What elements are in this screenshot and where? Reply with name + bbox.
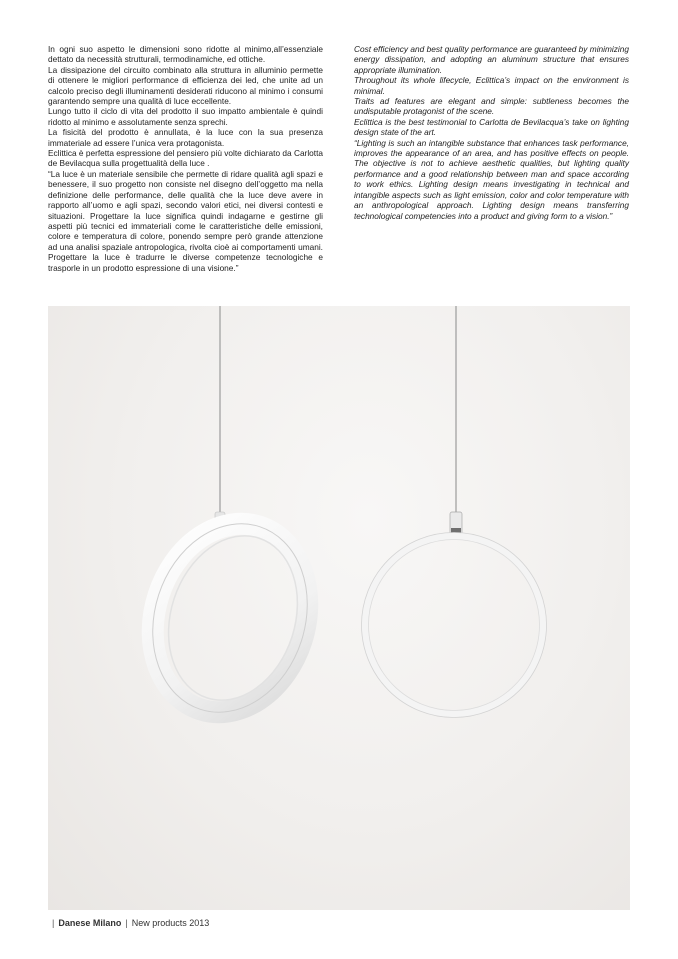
page-footer <box>48 918 209 928</box>
footer-separator: | <box>52 918 55 928</box>
pendant-lamps-illustration <box>48 306 630 910</box>
footer-brand: Danese Milano <box>58 918 122 928</box>
italian-paragraph: La dissipazione del circuito combinato alla struttura in alluminio permette di ottenere le migliori performance di efficienza dei led, che unite ad un calcolo preciso degli illuminamenti desiderati riducono al minimo i consumi garantendo sempre una qualità di luce eccellente. <box>48 64 323 107</box>
italian-paragraph: Eclittica è perfetta espressione del pensiero più volte dichiarato da Carlotta de Bevilacqua sulla progettualità della luce . <box>48 148 323 169</box>
italian-paragraph: La fisicità del prodotto è annullata, è la luce con la sua presenza immateriale ad essere l’unica vera protagonista. <box>48 127 323 148</box>
italian-text-column <box>48 44 323 273</box>
english-paragraph: Throughout its whole lifecycle, Eclittica’s impact on the environment is minimal. <box>354 75 629 96</box>
english-text-column <box>354 44 629 221</box>
right-ring-inner-edge <box>369 540 540 711</box>
footer-label: New products 2013 <box>131 918 210 928</box>
english-paragraph: Eclittica is the best testimonial to Carlotta de Bevilacqua’s take on lighting design state of the art. <box>354 116 629 138</box>
italian-paragraph: In ogni suo aspetto le dimensioni sono ridotte al minimo,all’essenziale dettato da necessità strutturali, termodinamiche, ed ottiche. <box>48 44 323 65</box>
left-pendant-lamp <box>129 306 331 732</box>
footer-separator: | <box>125 918 128 928</box>
english-paragraph: Cost efficiency and best quality performance are guaranteed by minimizing energy dissipation, and adopting an aluminum structure that ensures appropriate illumination. <box>354 44 629 75</box>
english-paragraph: “Lighting is such an intangible substance that enhances task performance, improves the appearance of an area, and has positive effects on people. The objective is not to achieve aesthetic qualities, but lighting quality performance and a good relationship between man and space according to work ethics. Lighting design means investigating in technical and intangible aspects such as light emission, color and color temperature with an anthropological approach. Lighting design means transferring technological competencies into a product and giving form to a vision.” <box>354 137 629 221</box>
english-paragraph: Traits ad features are elegant and simple: subtleness becomes the undisputable protagonist of the scene. <box>354 96 629 117</box>
right-ring-body <box>365 536 543 714</box>
italian-paragraph: Lungo tutto il ciclo di vita del prodotto il suo impatto ambientale è quindi ridotto al minimo e assolutamente senza sprechi. <box>48 106 323 127</box>
italian-paragraph: “La luce è un materiale sensibile che permette di ridare qualità agli spazi e benessere, il suo progetto non consiste nel disegno dell’oggetto ma nella definizione delle performance, delle qualità che la luce deve avere in rapporto all’uomo e agli spazi, secondo valori etici, nei diversi contesti e situazioni. Progettare la luce significa quindi indagarne e gestirne gli aspetti più tecnici ed immateriali come le caratteristiche delle emissioni, colore e temperatura di colore, ponendo sempre però grande attenzione ad una analisi spaziale antropologica, rivolta cioè ai comportamenti umani. Progettare la luce è tradurre le diverse competenze tecnologiche e trasporle in un prodotto espressione di una visione.” <box>48 168 323 273</box>
right-pendant-lamp <box>362 306 547 718</box>
product-photo <box>48 306 630 910</box>
